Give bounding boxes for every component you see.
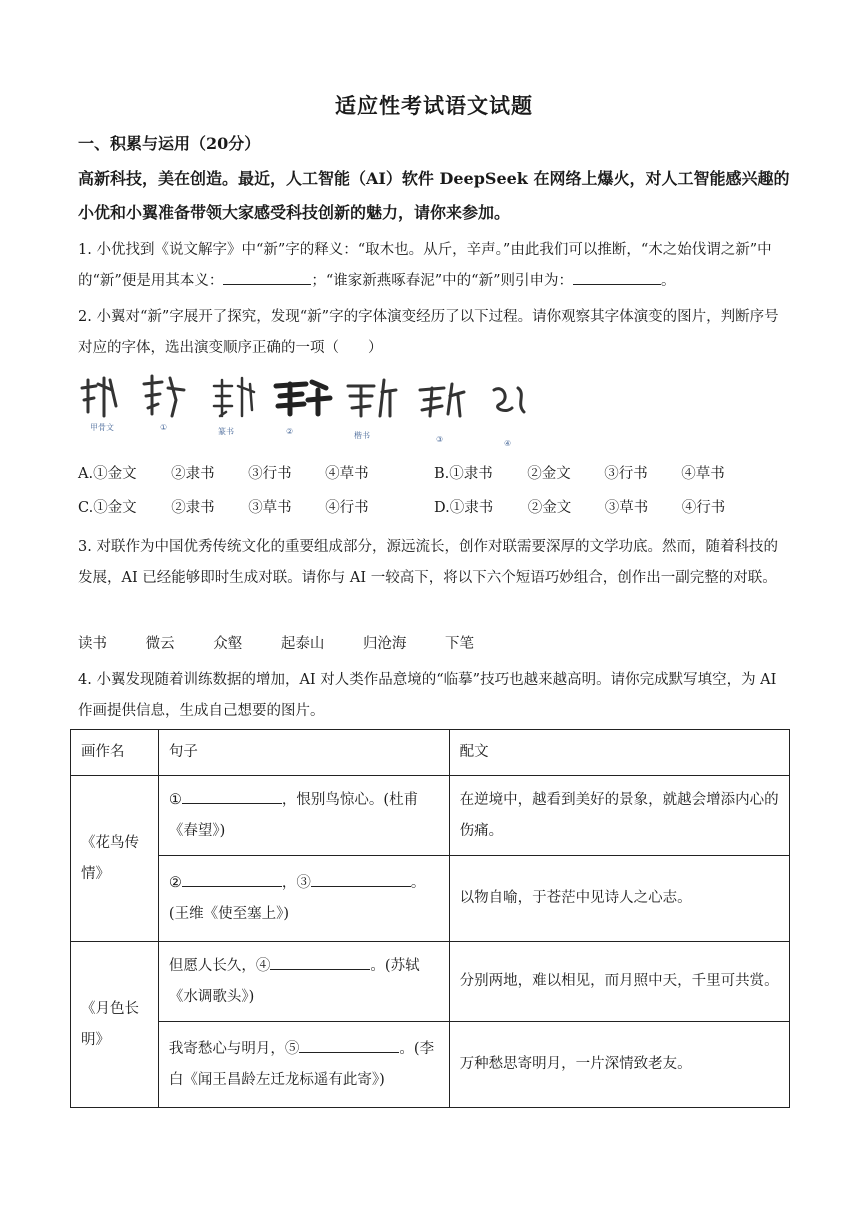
painting-name-cell: 《月色长明》 — [71, 942, 159, 1108]
glyph-label-6: ④ — [504, 439, 512, 448]
q1-text-part3: 。 — [660, 273, 676, 289]
poem-table — [70, 729, 790, 1108]
fill-blank-5[interactable] — [299, 1036, 399, 1053]
caption-cell: 万种愁思寄明月，一片深情致老友。 — [449, 1022, 789, 1108]
table-row — [71, 1022, 790, 1108]
painting-name-cell: 《花鸟传情》 — [71, 776, 159, 942]
glyph-label-1: ① — [160, 423, 168, 432]
header-caption: 配文 — [449, 730, 789, 776]
table-row — [71, 856, 790, 942]
table-header-row — [71, 730, 790, 776]
phrase-item: 下笔 — [445, 636, 475, 652]
question-4: 4. 小翼发现随着训练数据的增加，AI 对人类作品意境的“临摹”技巧也越来越高明。请你完成默写填空，为 AI 作画提供信息，生成自己想要的图片。 — [78, 672, 777, 719]
cursive-glyph — [494, 388, 524, 412]
sentence-cell: 我寄愁心与明月，⑤ 。(李白《闻王昌龄左迁龙标遥有此寄》) — [158, 1022, 449, 1108]
question-2: 2. 小翼对“新”字展开了探究，发现“新”字的字体演变经历了以下过程。请你观察其字体演变的图片，判断序号对应的字体，选出演变顺序正确的一项（ ） — [78, 309, 779, 356]
table-row — [71, 942, 790, 1022]
caption-cell: 分别两地，难以相见，而月照中天，千里可共赏。 — [449, 942, 789, 1022]
page-title: 适应性考试语文试题 — [335, 93, 533, 118]
section-heading: 一、积累与运用（20分） — [78, 134, 261, 153]
caption-cell: 以物自喻，于苍茫中见诗人之心志。 — [449, 856, 789, 942]
sentence-cell: ② ，③ 。(王维《使至塞上》) — [158, 856, 449, 942]
intro-paragraph: 高新科技，美在创造。最近，人工智能（AI）软件 DeepSeek 在网络上爆火，对人工智能感兴趣的小优和小翼准备带领大家感受科技创新的魅力，请你来参加。 — [78, 169, 790, 222]
phrase-item: 微云 — [145, 636, 175, 652]
fill-blank-3[interactable] — [311, 870, 411, 887]
fill-blank-1[interactable] — [182, 787, 282, 804]
q1-text-part1: 1. 小优找到《说文解字》中“新”字的释义：“取木也。从斤，辛声。”由此我们可以推断，“木之始伐谓之新”中的“新”便是用其本义： — [78, 242, 772, 289]
caption-cell: 在逆境中，越看到美好的景象，就越会增添内心的伤痛。 — [449, 776, 789, 856]
running-glyph — [420, 384, 464, 416]
q1-text-part2: ；“谁家新燕啄春泥”中的“新”则引申为： — [311, 273, 573, 289]
sentence-cell: 但愿人长久，④ 。(苏轼《水调歌头》) — [158, 942, 449, 1022]
question-1 — [78, 235, 792, 297]
header-painting: 画作名 — [71, 730, 159, 776]
glyph-label-5: ③ — [436, 435, 444, 444]
q1-answer-blank-2[interactable] — [573, 266, 661, 285]
regular-glyph — [348, 380, 396, 416]
question-3: 3. 对联作为中国优秀传统文化的重要组成部分，源远流长，创作对联需要深厚的文学功底。然而，随着科技的发展，AI 已经能够即时生成对联。请你与 AI 一较高下，将以下六个短语巧妙组合，创作出一副完整的对联。 — [78, 539, 778, 586]
q1-answer-blank-1[interactable] — [223, 266, 311, 285]
phrase-item: 众壑 — [213, 636, 243, 652]
phrase-list — [78, 632, 508, 653]
glyph-label-0: 甲骨文 — [90, 423, 114, 432]
seal-glyph — [214, 378, 254, 416]
bronze-glyph — [144, 376, 184, 416]
table-row — [71, 776, 790, 856]
glyph-evolution-svg — [80, 370, 530, 455]
glyph-label-4: 楷书 — [354, 431, 370, 440]
clerical-glyph — [276, 382, 330, 414]
option-c[interactable]: C.①金文 ②隶书 ③草书 ④行书 — [78, 500, 369, 516]
phrase-item: 起泰山 — [280, 636, 325, 652]
glyph-label-3: ② — [286, 427, 294, 436]
option-a[interactable]: A.①金文 ②隶书 ③行书 ④草书 — [78, 466, 369, 482]
header-sentence: 句子 — [158, 730, 449, 776]
glyph-evolution-image — [80, 370, 530, 455]
fill-blank-4[interactable] — [270, 953, 370, 970]
option-d[interactable]: D.①隶书 ②金文 ③草书 ④行书 — [434, 500, 726, 516]
sentence-cell: ① ，恨别鸟惊心。(杜甫《春望》) — [158, 776, 449, 856]
option-b[interactable]: B.①隶书 ②金文 ③行书 ④草书 — [434, 466, 725, 482]
glyph-label-2: 篆书 — [218, 427, 234, 436]
phrase-item: 读书 — [78, 636, 107, 652]
fill-blank-2[interactable] — [182, 870, 282, 887]
oracle-bone-glyph — [82, 378, 116, 416]
phrase-item: 归沧海 — [362, 636, 407, 652]
